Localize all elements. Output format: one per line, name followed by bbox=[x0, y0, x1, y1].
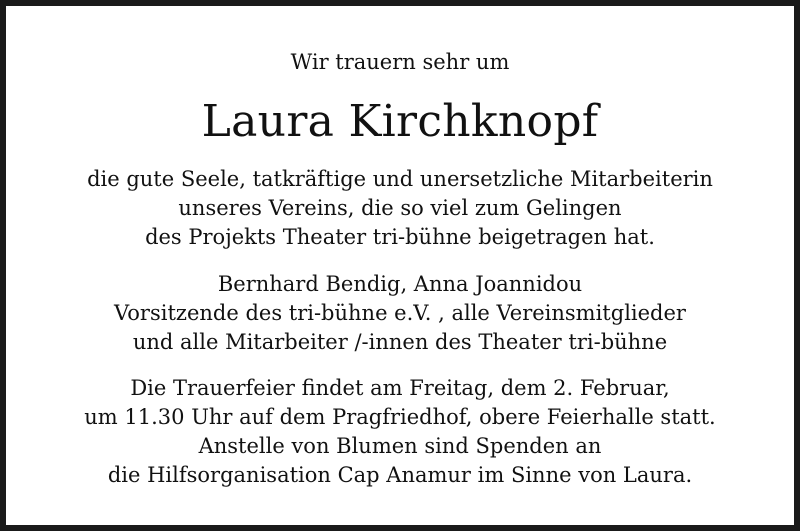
service-line: Anstelle von Blumen sind Spenden an bbox=[198, 434, 602, 458]
service-line: um 11.30 Uhr auf dem Pragfriedhof, obere Feierhalle statt. bbox=[84, 405, 716, 429]
tribute-line: unseres Vereins, die so viel zum Gelingen bbox=[178, 196, 622, 220]
tribute-line: des Projekts Theater tri-bühne beigetragen hat. bbox=[145, 225, 655, 249]
service-paragraph bbox=[6, 374, 794, 490]
signers-line: Vorsitzende des tri-bühne e.V. , alle Vereinsmitglieder bbox=[114, 301, 686, 325]
tribute-paragraph bbox=[6, 165, 794, 252]
signers-line: Bernhard Bendig, Anna Joannidou bbox=[217, 272, 583, 296]
deceased-name: Laura Kirchknopf bbox=[201, 96, 599, 147]
signers-paragraph bbox=[6, 270, 794, 357]
tribute-line: die gute Seele, tatkräftige und unersetzliche Mitarbeiterin bbox=[87, 167, 713, 191]
intro-text: Wir trauern sehr um bbox=[290, 50, 510, 74]
service-line: die Hilfsorganisation Cap Anamur im Sinne von Laura. bbox=[107, 463, 693, 487]
service-line: Die Trauerfeier findet am Freitag, dem 2. Februar, bbox=[130, 376, 670, 400]
signers-line: und alle Mitarbeiter /-innen des Theater tri-bühne bbox=[132, 330, 668, 354]
